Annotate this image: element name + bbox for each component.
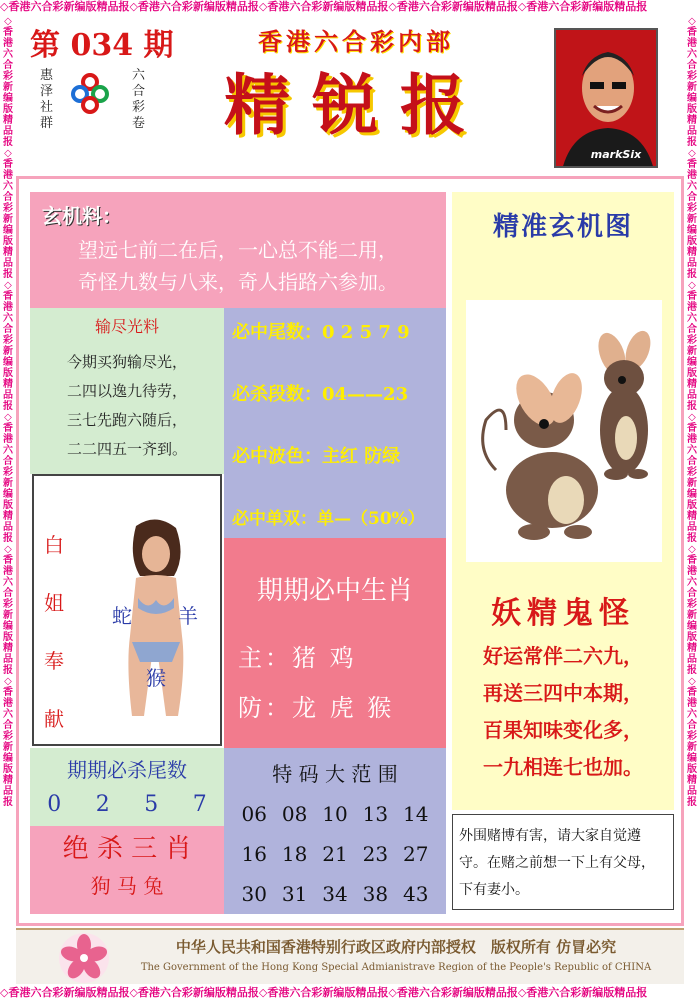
lottery-logo-icon: [68, 72, 112, 116]
baijie-word-goat: 羊: [178, 604, 198, 628]
shuajin-line: 三七先跑六随后，: [66, 411, 187, 429]
tema-row: [234, 874, 436, 914]
tema-cell: 34: [322, 882, 348, 906]
yaojing-line: 百果知味变化多，: [483, 718, 643, 742]
shawei-number: 2: [95, 792, 110, 817]
tema-row: [234, 794, 436, 834]
xuanji-panel: [30, 192, 446, 308]
yaojing-title: 妖精鬼怪: [491, 596, 635, 631]
jueshao-title: 绝 杀 三 肖: [62, 834, 192, 864]
mice-image: [466, 300, 662, 562]
jingzhun-title: 精准玄机图: [492, 212, 633, 242]
shuajin-lines: [30, 348, 224, 464]
left-ticker: ◇香港六合彩新编版精品报◇香港六合彩新编版精品报◇香港六合彩新编版精品报◇香港六合彩新编版精品报◇香港六合彩新编版精品报◇香港六合彩新编版精品报: [3, 16, 13, 808]
shuajin-title: 输尽光料: [94, 317, 159, 336]
shuajin-line: 二四以逸九待劳，: [66, 382, 187, 400]
tema-cell: 27: [403, 842, 429, 866]
tema-cell: 10: [322, 802, 348, 826]
tema-cell: 18: [281, 842, 308, 866]
photo-brand: markSix: [590, 148, 642, 161]
xuanji-line2: 奇怪九数与八来，奇人指路六参加。: [78, 270, 398, 294]
bizhong-danshuang: 必中单双：单—（50%）: [232, 509, 425, 529]
baijie-word-monkey: 猴: [146, 666, 166, 690]
tema-cell: 16: [241, 842, 267, 866]
subtitle: 香港六合彩内部: [258, 27, 454, 56]
tema-cell: 43: [403, 882, 429, 906]
shawei-title: 期期必杀尾数: [67, 758, 187, 782]
baijie-panel: [32, 474, 222, 746]
shuajin-line: 今期买狗输尽光，: [66, 353, 187, 371]
jueshao-animals: 狗 马 兔: [90, 874, 164, 898]
shawei-panel: [30, 748, 224, 826]
baijie-char: 姐: [44, 591, 64, 615]
main-title: 精锐报: [224, 66, 488, 144]
logo-block: [40, 68, 170, 131]
tema-cell: 21: [322, 842, 348, 866]
header: [16, 14, 684, 174]
baijie-char: 奉: [44, 649, 64, 673]
tema-cell: 13: [362, 802, 389, 826]
shengxiao-title: 期期必中生肖: [256, 576, 413, 606]
tema-cell: 38: [362, 882, 389, 906]
tema-cell: 31: [281, 882, 308, 906]
tema-cell: 14: [403, 802, 429, 826]
xuanji-label: 玄机料：: [42, 204, 122, 228]
bizhong-bose: 必中波色：主红 防绿: [232, 446, 401, 467]
footer: [16, 928, 684, 984]
issue-number: 第 034 期: [30, 28, 174, 63]
footer-cn: 中华人民共和国香港特别行政区政府内部授权 版权所有 仿冒必究: [175, 938, 617, 956]
shuajin-line: 二二四五一齐到。: [66, 440, 187, 458]
right-ticker: ◇香港六合彩新编版精品报◇香港六合彩新编版精品报◇香港六合彩新编版精品报◇香港六合彩新编版精品报◇香港六合彩新编版精品报◇香港六合彩新编版精品报: [687, 16, 697, 808]
bauhinia-emblem-icon: [58, 932, 110, 984]
shengxiao-main: 主：猪 鸡: [238, 644, 357, 672]
yaojing-lines: [452, 638, 674, 786]
logo-left-text: 惠泽社群: [40, 68, 54, 131]
yaojing-line: 一九相连七也加。: [483, 755, 643, 779]
shuajin-panel: [30, 308, 224, 474]
right-panel: [452, 192, 674, 810]
baijie-char: 献: [44, 707, 64, 731]
shawei-number: 0: [47, 792, 62, 817]
jueshao-panel: [30, 826, 224, 914]
baijie-char: 白: [44, 533, 64, 557]
shawei-numbers: [30, 792, 224, 817]
bizhong-weishu: 必中尾数：0 2 5 7 9: [232, 322, 410, 343]
tema-grid: [234, 794, 436, 914]
host-photo: [554, 28, 658, 168]
shengxiao-panel: [224, 538, 446, 748]
tema-cell: 08: [281, 802, 308, 826]
logo-right-text: 六合彩卷: [132, 68, 146, 131]
tema-cell: 06: [241, 802, 267, 826]
yaojing-line: 再送三四中本期，: [483, 681, 643, 705]
shawei-number: 7: [192, 792, 207, 817]
bottom-ticker: ◇香港六合彩新编版精品报◇香港六合彩新编版精品报◇香港六合彩新编版精品报◇香港六合彩新编版精品报◇香港六合彩新编版精品报: [0, 986, 648, 999]
warning-box: 外围赌博有害，请大家自觉遵守。在赌之前想一下上有父母，下有妻小。: [452, 814, 674, 910]
tema-row: [234, 834, 436, 874]
xuanji-line1: 望远七前二在后，一心总不能二用，: [78, 238, 398, 262]
shengxiao-guard: 防：龙 虎 猴: [238, 694, 395, 722]
baijie-word-snake: 蛇: [112, 604, 132, 628]
footer-en: The Government of the Hong Kong Special Admianistrave Region of the People's Republic of CHINA: [140, 962, 652, 973]
bizhong-panel: [224, 308, 446, 538]
shawei-number: 5: [144, 792, 159, 817]
tema-cell: 30: [241, 882, 267, 906]
yaojing-line: 好运常伴二六九，: [483, 644, 643, 668]
baijie-vertical: [42, 516, 66, 748]
tema-panel: [224, 748, 446, 914]
bizhong-duanshu: 必杀段数：04——23: [232, 384, 409, 405]
tema-title: 特 码 大 范 围: [272, 762, 398, 786]
top-ticker: ◇香港六合彩新编版精品报◇香港六合彩新编版精品报◇香港六合彩新编版精品报◇香港六合彩新编版精品报◇香港六合彩新编版精品报: [0, 0, 648, 13]
two-mice-icon: [466, 300, 662, 562]
tema-cell: 23: [362, 842, 389, 866]
